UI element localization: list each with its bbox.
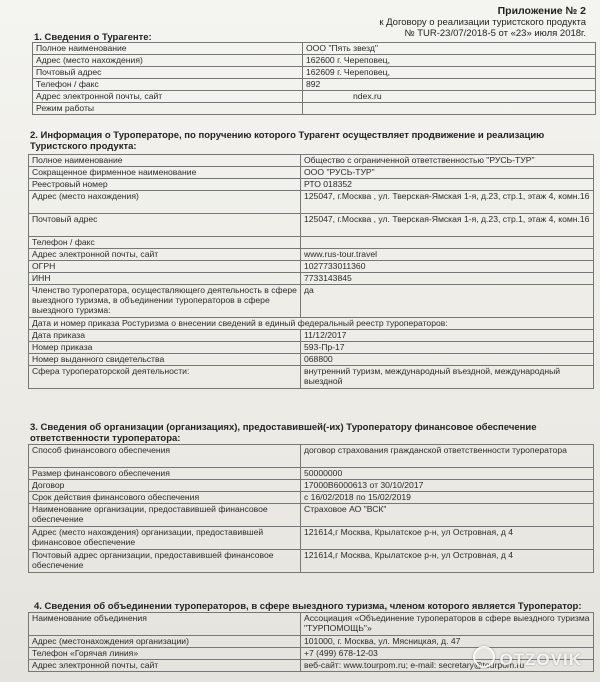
table-row [29,191,594,214]
s4-value: Ассоциация «Объединение туроператоров в сфере выездного туризма "ТУРПОМОЩЬ"» [301,613,594,636]
s3-label: Наименование организации, предоставившей финансовое обеспечение [29,504,301,527]
table-row [29,273,594,285]
s3-label: Договор [29,480,301,492]
s3-value: с 16/02/2018 по 15/02/2019 [301,492,594,504]
s2-value: 125047, г.Москва , ул. Тверская-Ямская 1-я, д.23, стр.1, этаж 4, комн.16 [301,214,594,237]
s2-label: Номер приказа [29,342,301,354]
s1-value: ООО "Пять звезд" [303,43,596,55]
table-row [29,179,594,191]
table-row [29,249,594,261]
table-row [29,237,594,249]
table-row [29,330,594,342]
table-row [29,468,594,480]
s1-label: Адрес (место нахождения) [33,55,303,67]
s3-value: 50000000 [301,468,594,480]
s2-value: Общество с ограниченной ответственностью "РУСЬ-ТУР" [301,155,594,167]
otzovik-logo-icon [473,646,495,668]
s2-label: Сокращенное фирменное наименование [29,167,301,179]
table-row [33,43,596,55]
table-row [29,550,594,573]
table-row [29,155,594,167]
s2-value: 593-Пр-17 [301,342,594,354]
section4-title: 4. Сведения об объединении туроператоров, в сфере выездного туризма, членом которого является Туроператор: [34,601,582,612]
appendix-header [379,6,586,39]
s1-value: 892 [303,79,596,91]
s1-value: 162600 г. Череповец, [303,55,596,67]
s2-label: Номер выданного свидетельства [29,354,301,366]
s2-label: ИНН [29,273,301,285]
s1-value: ndex.ru [303,91,596,103]
s4-label: Адрес (местонахождения организации) [29,636,301,648]
s1-value [303,103,596,115]
s1-label: Адрес электронной почты, сайт [33,91,303,103]
s2-value: www.rus-tour.travel [301,249,594,261]
s4-value: веб-сайт: www.tourpom.ru; e-mail: secretary@tourpom.ru [301,660,594,672]
s4-label: Телефон «Горячая линия» [29,648,301,660]
s2-value: да [301,285,594,318]
s2-label: Реестровый номер [29,179,301,191]
s2-value: 1027733011360 [301,261,594,273]
section2-title: 2. Информация о Туроператоре, по поручению которого Турагент осуществляет продвижение и реализацию Туристского продукта: [30,130,545,152]
watermark-text: OTZOVIK [499,650,582,669]
s2-label: Дата приказа [29,330,301,342]
table-row [33,79,596,91]
s2-value [301,237,594,249]
s1-value: 162609 г. Череповец, [303,67,596,79]
table-row [29,318,594,330]
s2-value: РТО 018352 [301,179,594,191]
s2-value: внутренний туризм, международный въездной, международный выездной [301,366,594,389]
table-row [29,167,594,179]
appendix-title: Приложение № 2 [497,5,586,17]
s2-label: Сфера туроператорской деятельности: [29,366,301,389]
table-row [33,103,596,115]
table-row [29,354,594,366]
table-row [33,91,596,103]
s1-label: Режим работы [33,103,303,115]
s3-value: договор страхования гражданской ответственности туроператора [301,445,594,468]
table-row [29,527,594,550]
s2-label: Полное наименование [29,155,301,167]
s1-label: Полное наименование [33,43,303,55]
s3-label: Срок действия финансового обеспечения [29,492,301,504]
table-row [29,613,594,636]
s2-label: Адрес (место нахождения) [29,191,301,214]
s4-label: Адрес электронной почты, сайт [29,660,301,672]
s3-label: Почтовый адрес организации, предоставившей финансовое обеспечение [29,550,301,573]
s3-value: Страховое АО "ВСК" [301,504,594,527]
s4-value: +7 (499) 678-12-03 [301,648,594,660]
table-row [33,55,596,67]
s2-label: ОГРН [29,261,301,273]
s4-label: Наименование объединения [29,613,301,636]
table-row [33,67,596,79]
watermark-logo [473,646,582,670]
section2-table [28,154,594,389]
s2-value: 11/12/2017 [301,330,594,342]
table-row [29,342,594,354]
s2-value: 068800 [301,354,594,366]
s2-label: Адрес электронной почты, сайт [29,249,301,261]
table-row [29,445,594,468]
s2-label: Телефон / факс [29,237,301,249]
section3-table [28,444,594,573]
s3-value: 121614,г Москва, Крылатское р-н, ул Островная, д 4 [301,527,594,550]
s4-value: 101000, г. Москва, ул. Мясницкая, д. 47 [301,636,594,648]
appendix-line1: к Договору о реализации туристского продукта [379,17,586,28]
table-row [29,366,594,389]
table-row [29,480,594,492]
section3-title: 3. Сведения об организации (организациях), предоставившей(-их) Туроператору финансовое обеспечение ответственности туроператора: [30,422,537,444]
s2-value: 125047, г.Москва , ул. Тверская-Ямская 1-я, д.23, стр.1, этаж 4, комн.16 [301,191,594,214]
table-row [29,492,594,504]
s2-value: 7733143845 [301,273,594,285]
s3-value: 121614,г Москва, Крылатское р-н, ул Островная, д 4 [301,550,594,573]
table-row [29,261,594,273]
table-row [29,285,594,318]
table-row [29,504,594,527]
s2-label: Членство туроператора, осуществляющего деятельность в сфере выездного туризма, в объединении туроператоров в сфере выездного туризма: [29,285,301,318]
section1-table [32,42,596,115]
s1-label: Почтовый адрес [33,67,303,79]
section1-title: 1. Сведения о Турагенте: [34,32,152,43]
s2-label: Почтовый адрес [29,214,301,237]
s2-fullrow: Дата и номер приказа Ростуризма о внесении сведений в единый федеральный реестр туроператоров: [29,318,594,330]
s2-value: ООО "РУСЬ-ТУР" [301,167,594,179]
s3-label: Размер финансового обеспечения [29,468,301,480]
s3-value: 17000B6000613 от 30/10/2017 [301,480,594,492]
appendix-line2: № TUR-23/07/2018-5 от «23» июля 2018г. [404,28,586,39]
s3-label: Способ финансового обеспечения [29,445,301,468]
table-row [29,214,594,237]
s1-label: Телефон / факс [33,79,303,91]
s3-label: Адрес (место нахождения) организации, предоставившей финансовое обеспечение [29,527,301,550]
